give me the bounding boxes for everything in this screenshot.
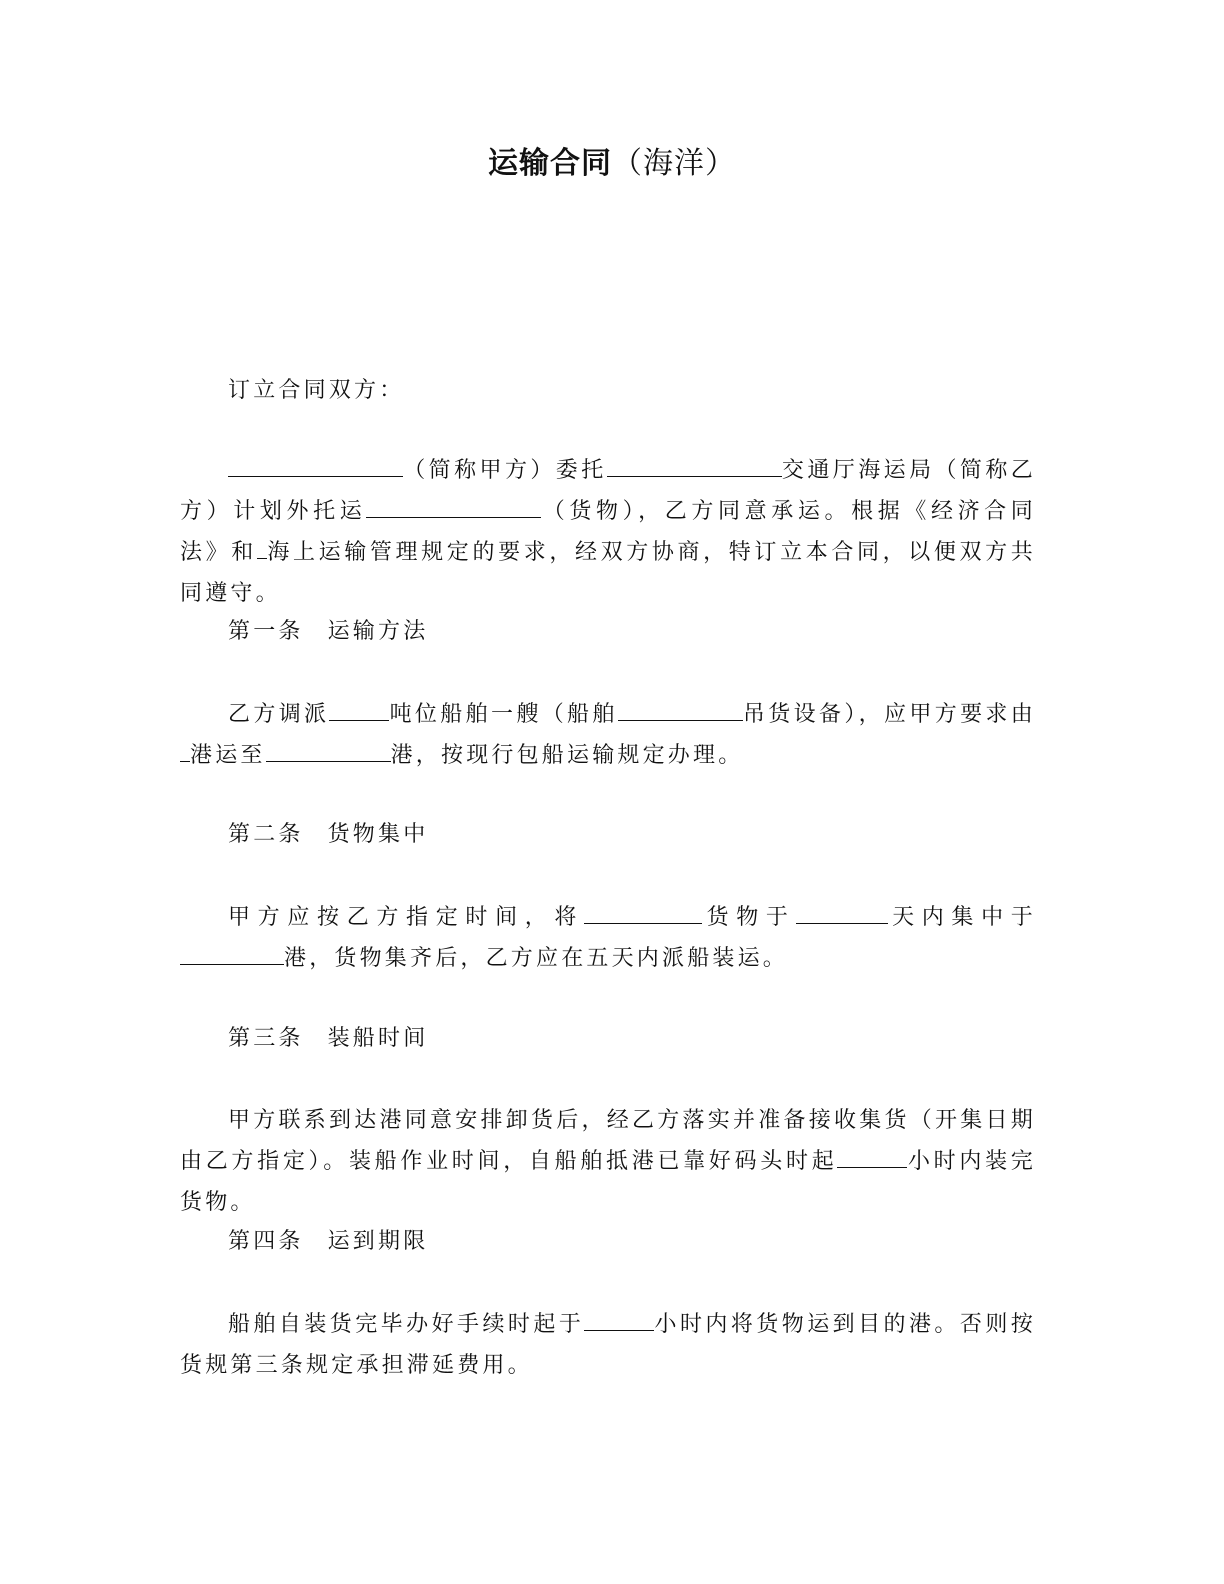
cargo-blank[interactable] xyxy=(366,493,541,518)
goods-blank[interactable] xyxy=(584,899,702,924)
article-2-body: 甲方应按乙方指定时间，将 货物于 天内集中于港，货物集齐后，乙方应在五天内派船装运。 xyxy=(180,897,1036,979)
title-sub: （海洋） xyxy=(612,146,736,181)
province-blank[interactable] xyxy=(607,452,782,477)
preamble-paragraph: （简称甲方）委托 交通厅海运局（简称乙方）计划外托运 （货物），乙方同意承运。根据《经济合同法》和 海上运输管理规定的要求，经双方协商，特订立本合同，以便双方共同遵守。 xyxy=(180,450,1036,614)
tonnage-blank[interactable] xyxy=(329,696,389,721)
collection-port-blank[interactable] xyxy=(180,940,284,965)
article-3-body: 甲方联系到达港同意安排卸货后，经乙方落实并准备接收集货（开集日期由乙方指定）。装船作业时间，自船舶抵港已靠好码头时起 小时内装完货物。 xyxy=(180,1108,1036,1215)
article-4-heading: 第四条 运到期限 xyxy=(228,1229,429,1254)
article-1-heading: 第一条 运输方法 xyxy=(228,619,429,644)
loading-hours-blank[interactable] xyxy=(837,1143,907,1168)
article-2-heading: 第二条 货物集中 xyxy=(228,822,429,847)
transit-hours-blank[interactable] xyxy=(584,1306,654,1331)
document-title xyxy=(0,140,1224,188)
intro-label: 订立合同双方： xyxy=(228,378,405,403)
days-blank[interactable] xyxy=(796,899,888,924)
regulation-blank[interactable] xyxy=(257,534,267,559)
article-3-heading: 第三条 装船时间 xyxy=(228,1026,429,1051)
equipment-blank[interactable] xyxy=(618,696,743,721)
article-1-body: 乙方调派 吨位船舶一艘（船舶 吊货设备），应甲方要求由港运至 港，按现行包船运输规定办理。 xyxy=(180,694,1036,776)
article-4-body: 船舶自装货完毕办好手续时起于 小时内将货物运到目的港。否则按货规第三条规定承担滞延费用。 xyxy=(180,1304,1036,1386)
party-a-blank[interactable] xyxy=(228,452,403,477)
origin-port-blank[interactable] xyxy=(180,737,190,762)
title-main: 运输合同 xyxy=(488,146,612,181)
destination-port-blank[interactable] xyxy=(266,737,391,762)
